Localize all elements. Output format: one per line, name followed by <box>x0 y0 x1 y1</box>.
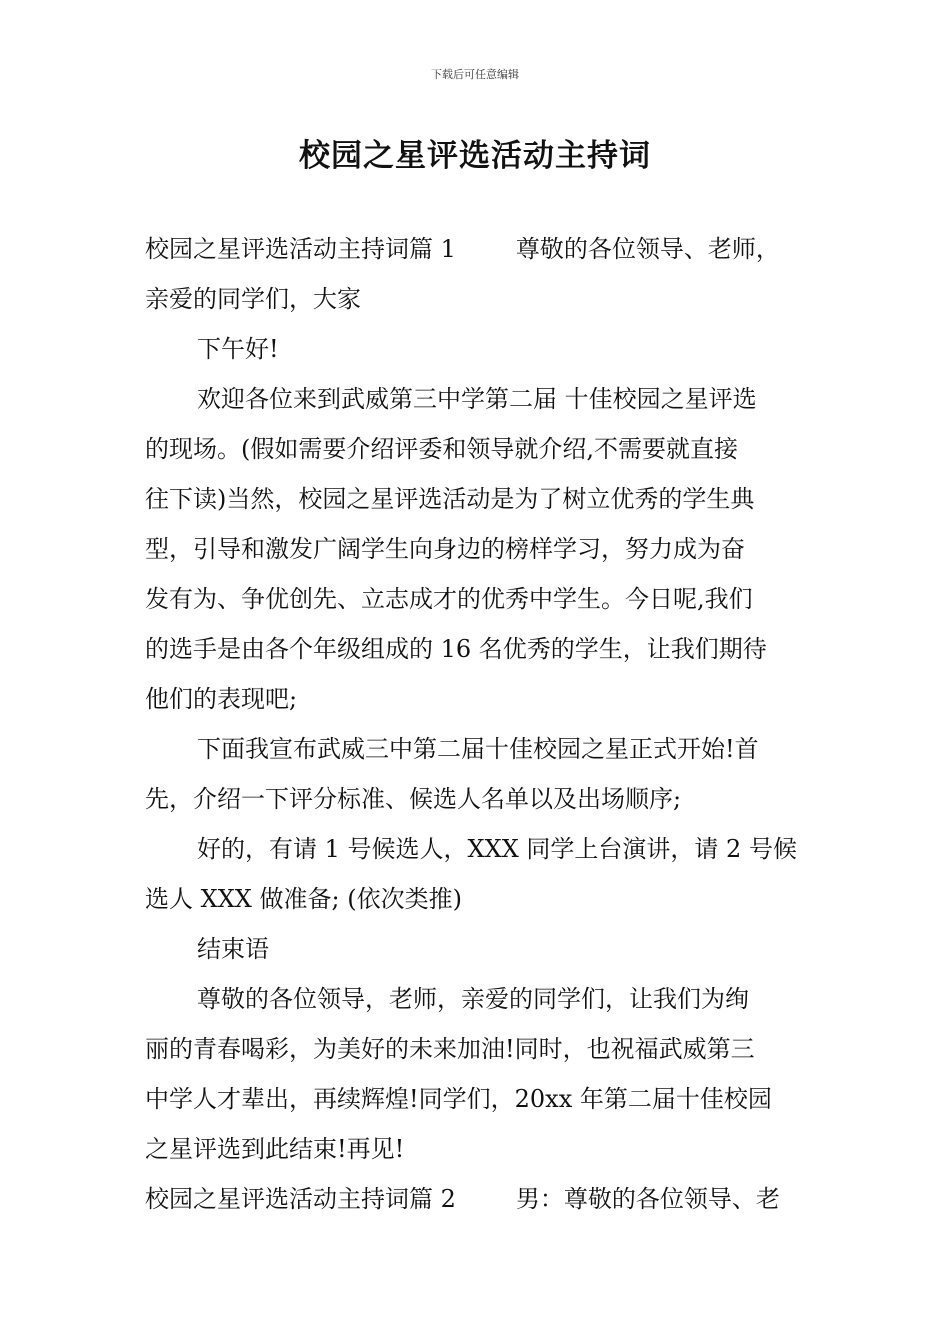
section-1-heading-line <box>145 224 807 274</box>
section-2-heading-tail: 男：尊敬的各位领导、老 <box>515 1185 780 1213</box>
document-title: 校园之星评选活动主持词 <box>299 138 651 174</box>
paragraph-line: 亲爱的同学们，大家 <box>145 285 361 313</box>
section-1-heading: 校园之星评选活动主持词篇 1 <box>145 235 456 263</box>
paragraph-line: 选人 XXX 做准备; (依次类推) <box>145 885 462 913</box>
paragraph-line: 之星评选到此结束!再见! <box>145 1135 405 1163</box>
paragraph-line: 的现场。(假如需要介绍评委和领导就介绍,不需要就直接 <box>145 435 738 463</box>
paragraph-line: 丽的青春喝彩，为美好的未来加油!同时，也祝福武威第三 <box>145 1035 755 1063</box>
paragraph-line: 型，引导和激发广阔学生向身边的榜样学习，努力成为奋 <box>145 535 745 563</box>
paragraph-line: 中学人才辈出，再续辉煌!同学们，20xx 年第二届十佳校园 <box>145 1085 772 1113</box>
section-2-heading-line <box>145 1174 807 1224</box>
paragraph-line: 先，介绍一下评分标准、候选人名单以及出场顺序; <box>145 785 682 813</box>
closing-label: 结束语 <box>197 935 269 963</box>
document-body <box>145 224 807 1224</box>
paragraph-line: 欢迎各位来到武威第三中学第二届 十佳校园之星评选 <box>197 385 757 413</box>
paragraph-line: 好的，有请 1 号候选人，XXX 同学上台演讲，请 2 号候 <box>197 835 797 863</box>
paragraph-line: 尊敬的各位领导，老师，亲爱的同学们，让我们为绚 <box>197 985 749 1013</box>
paragraph-line: 的选手是由各个年级组成的 16 名优秀的学生，让我们期待 <box>145 635 767 663</box>
header-note: 下载后可任意编辑 <box>431 68 519 81</box>
paragraph-line: 他们的表现吧; <box>145 685 298 713</box>
greeting: 下午好! <box>197 335 279 363</box>
section-2-heading: 校园之星评选活动主持词篇 2 <box>145 1185 456 1213</box>
paragraph-line: 往下读)当然，校园之星评选活动是为了树立优秀的学生典 <box>145 485 755 513</box>
paragraph-line: 发有为、争优创先、立志成才的优秀中学生。今日呢,我们 <box>145 585 753 613</box>
paragraph-line: 下面我宣布武威三中第二届十佳校园之星正式开始!首 <box>197 735 759 763</box>
section-1-heading-tail: 尊敬的各位领导、老师， <box>515 235 780 263</box>
